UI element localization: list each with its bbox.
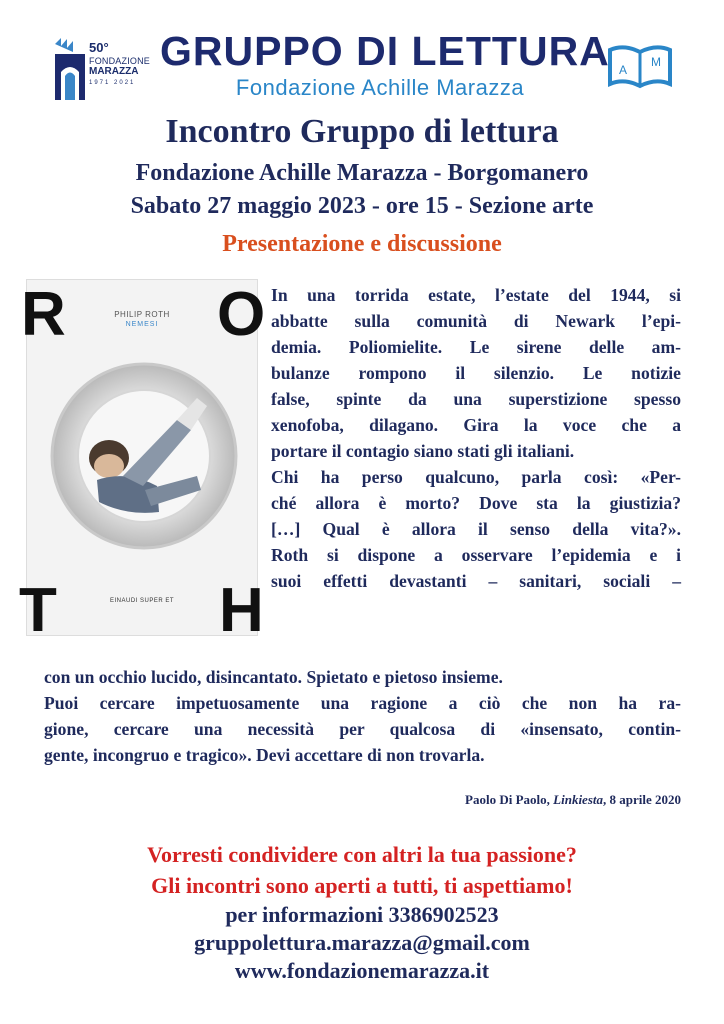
- review-line: xenofoba, dilagano. Gira la voce che a: [271, 415, 681, 435]
- foundation-logo: [53, 36, 157, 102]
- event-venue: Fondazione Achille Marazza - Borgomanero: [135, 160, 589, 186]
- book-logo-letter-a: A: [618, 63, 628, 77]
- brand-title: GRUPPO DI LETTURA: [160, 28, 610, 74]
- anniversary-label: 50°: [89, 40, 109, 55]
- foundation-logo-line2: MARAZZA: [89, 66, 139, 77]
- review-line: con un occhio lucido, disincantato. Spietato e pietoso insieme.: [44, 667, 503, 687]
- cover-title: NEMESI: [125, 321, 159, 328]
- review-line: Roth si dispone a osservare l’epidemia e i: [271, 545, 681, 565]
- review-line: abbatte sulla comunità di Newark l’epi-: [271, 311, 681, 331]
- review-line: ché allora è morto? Dove sta la giustizia?: [271, 493, 681, 513]
- book-logo-letter-m: M: [651, 55, 661, 69]
- corner-letter-t: T: [19, 576, 57, 645]
- review-line: portare il contagio siano stati gli italiani.: [271, 441, 575, 461]
- info-website: www.fondazionemarazza.it: [234, 958, 490, 983]
- review-line: gente, incongruo e tragico». Devi accettare di non trovarla.: [44, 745, 485, 765]
- info-phone: per informazioni 3386902523: [225, 902, 499, 927]
- cover-publisher: EINAUDI SUPER ET: [109, 598, 174, 604]
- book-cover: [19, 279, 266, 645]
- corner-letter-r: R: [21, 280, 66, 349]
- foundation-logo-line1: FONDAZIONE: [89, 56, 151, 66]
- open-book-icon: [606, 40, 674, 92]
- review-line: Puoi cercare impetuosamente una ragione a ciò che non ha ra-: [44, 693, 681, 713]
- event-activity: Presentazione e discussione: [222, 231, 502, 257]
- review-line: demia. Poliomielite. Le sirene delle am-: [271, 337, 681, 357]
- review-line: […] Qual è allora il senso della vita?».: [271, 519, 681, 539]
- review-paragraph-wrapped: [271, 282, 681, 594]
- foundation-building-icon: [53, 36, 87, 102]
- event-title: Incontro Gruppo di lettura: [165, 113, 559, 150]
- info-email: gruppolettura.marazza@gmail.com: [194, 930, 530, 955]
- review-line: false, spinte da una superstizione spesso: [271, 389, 681, 409]
- review-line: In una torrida estate, l’estate del 1944, si: [271, 285, 681, 305]
- event-datetime: Sabato 27 maggio 2023 - ore 15 - Sezione arte: [130, 193, 594, 219]
- cta-line-1: Vorresti condividere con altri la tua passione?: [147, 842, 577, 867]
- review-line: suoi effetti devastanti – sanitari, sociali –: [271, 571, 681, 591]
- citation-date: , 8 aprile 2020: [603, 792, 681, 807]
- review-paragraph-full: [44, 664, 681, 768]
- review-line: bulanze rompono il silenzio. Le notizie: [271, 363, 681, 383]
- review-citation: [300, 792, 681, 808]
- review-line: gione, cercare una necessità per qualcosa di «insensato, contin-: [44, 719, 681, 739]
- foundation-logo-years: 1971 2021: [89, 80, 136, 86]
- brand-subtitle: Fondazione Achille Marazza: [235, 75, 525, 100]
- cta-line-2: Gli incontri sono aperti a tutti, ti aspettiamo!: [151, 873, 573, 898]
- citation-source: Linkiesta: [553, 792, 603, 807]
- corner-letter-h: H: [219, 576, 264, 645]
- corner-letter-o: O: [217, 280, 266, 349]
- cover-author: PHILIP ROTH: [114, 310, 170, 319]
- citation-author: Paolo Di Paolo,: [465, 792, 550, 807]
- review-line: Chi ha perso qualcuno, parla così: «Per-: [271, 467, 681, 487]
